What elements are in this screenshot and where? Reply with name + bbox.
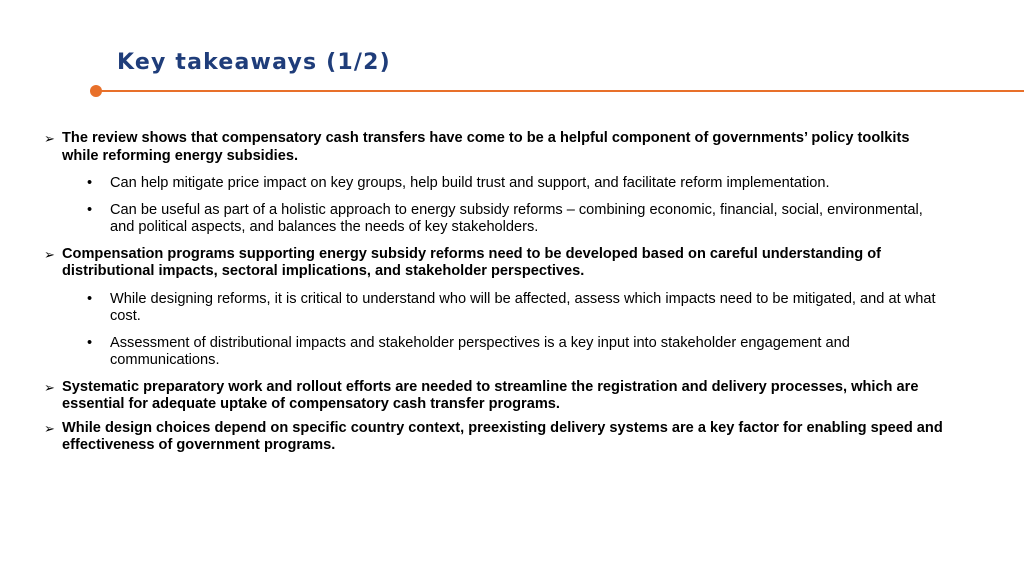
takeaway-text: While design choices depend on specific country context, preexisting delivery systems are a key factor for enabling speed and effectiveness of government programs. [62,419,943,453]
takeaway-text: Compensation programs supporting energy subsidy reforms need to be developed based on careful understanding of distributional impacts, sectoral implications, and stakeholder perspectives. [62,245,881,279]
takeaway-item [44,379,944,414]
bullet-dot-icon: • [87,334,93,351]
arrow-bullet-icon: ➢ [44,246,55,262]
detail-text: While designing reforms, it is critical to understand who will be affected, assess which impacts need to be mitigated, and at what cost. [110,290,936,324]
title-underline [96,90,1024,92]
detail-text: Can help mitigate price impact on key groups, help build trust and support, and facilitate reform implementation. [110,175,830,191]
detail-item [44,202,944,237]
detail-item [44,335,944,370]
takeaway-details [44,291,944,370]
bullet-dot-icon: • [87,175,93,191]
detail-text: Assessment of distributional impacts and stakeholder perspectives is a key input into stakeholder engagement and communications. [110,334,850,368]
detail-item [44,291,944,326]
bullet-dot-icon: • [87,201,93,218]
bullet-dot-icon: • [87,290,93,307]
arrow-bullet-icon: ➢ [44,131,55,146]
arrow-bullet-icon: ➢ [44,379,55,395]
title-accent-dot [90,85,102,97]
takeaway-item [44,246,944,281]
takeaway-item [44,420,944,455]
takeaway-text: The review shows that compensatory cash transfers have come to be a helpful component of governments’ policy toolkits while reforming energy subsidies. [62,130,910,164]
takeaway-item [44,130,944,165]
detail-item [44,175,944,193]
takeaways-list [44,130,944,458]
slide-title: Key takeaways (1/2) [117,50,391,75]
takeaway-text: Systematic preparatory work and rollout efforts are needed to streamline the registration and delivery processes, which are essential for adequate uptake of compensatory cash transfer programs. [62,378,919,412]
takeaway-details [44,175,944,237]
detail-text: Can be useful as part of a holistic approach to energy subsidy reforms – combining economic, financial, social, environmental, and political aspects, and balances the needs of key stakeholders. [110,201,923,235]
arrow-bullet-icon: ➢ [44,420,55,436]
